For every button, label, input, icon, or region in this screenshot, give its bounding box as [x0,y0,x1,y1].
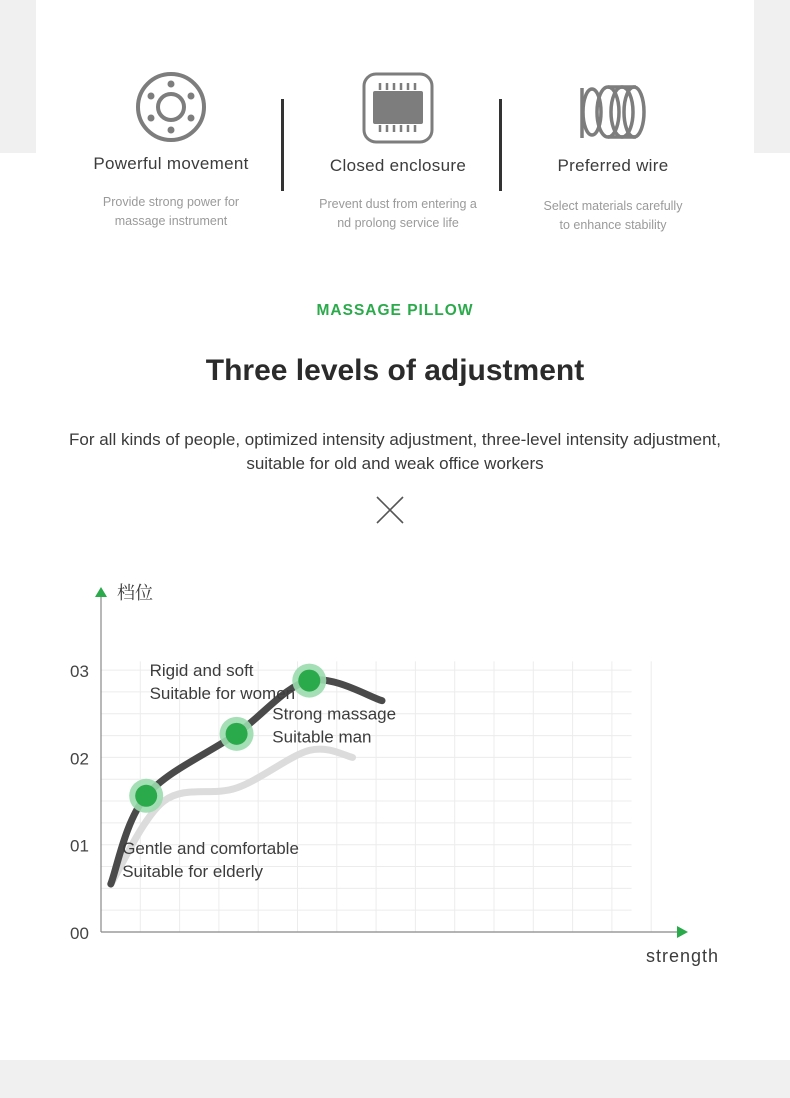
x-axis-arrow-icon [677,926,688,938]
data-label: Suitable man [272,727,372,747]
data-label: Gentle and comfortable [122,838,299,858]
data-label: Strong massage [272,704,397,724]
data-label: Suitable for women [149,683,296,703]
feature-title: Powerful movement [93,154,249,173]
bottom-background [0,1060,790,1098]
section-desc-line: For all kinds of people, optimized intensity adjustment, three-level intensity adjustment, [69,430,721,449]
y-tick-label: 03 [70,662,89,682]
data-point [298,670,320,692]
y-tick-label: 02 [70,749,89,769]
data-point [135,785,157,807]
feature-divider [499,99,502,191]
data-label: Rigid and soft [149,660,254,680]
data-point [226,723,248,745]
feature-divider [281,99,284,191]
motor-icon [134,70,208,144]
section-heading: Three levels of adjustment [205,354,585,387]
feature-desc-line: Prevent dust from entering a [319,197,477,211]
section-description [45,428,745,476]
y-axis-label: 档位 [117,583,153,603]
feature-desc-line: massage instrument [114,214,228,228]
x-axis-label: strength [646,946,720,966]
feature-description [76,193,266,231]
intensity-chart [0,570,790,990]
y-tick-label: 01 [70,836,89,856]
close-cross-icon [375,495,405,525]
y-tick-label: 00 [70,924,89,943]
feature-desc-line: nd prolong service life [337,216,459,230]
feature-desc-line: Provide strong power for [102,195,240,209]
feature-title: Preferred wire [557,156,669,175]
section-tag: MASSAGE PILLOW [316,302,474,319]
wire-coil-icon [578,84,648,140]
feature-description [303,195,493,233]
feature-description [518,197,708,235]
feature-desc-line: to enhance stability [559,218,667,232]
y-axis-arrow-icon [95,587,107,597]
feature-desc-line: Select materials carefully [543,199,683,213]
section-desc-line: suitable for old and weak office workers [246,454,544,473]
data-label: Suitable for elderly [122,861,264,881]
chip-icon [362,72,434,144]
feature-title: Closed enclosure [329,156,467,175]
